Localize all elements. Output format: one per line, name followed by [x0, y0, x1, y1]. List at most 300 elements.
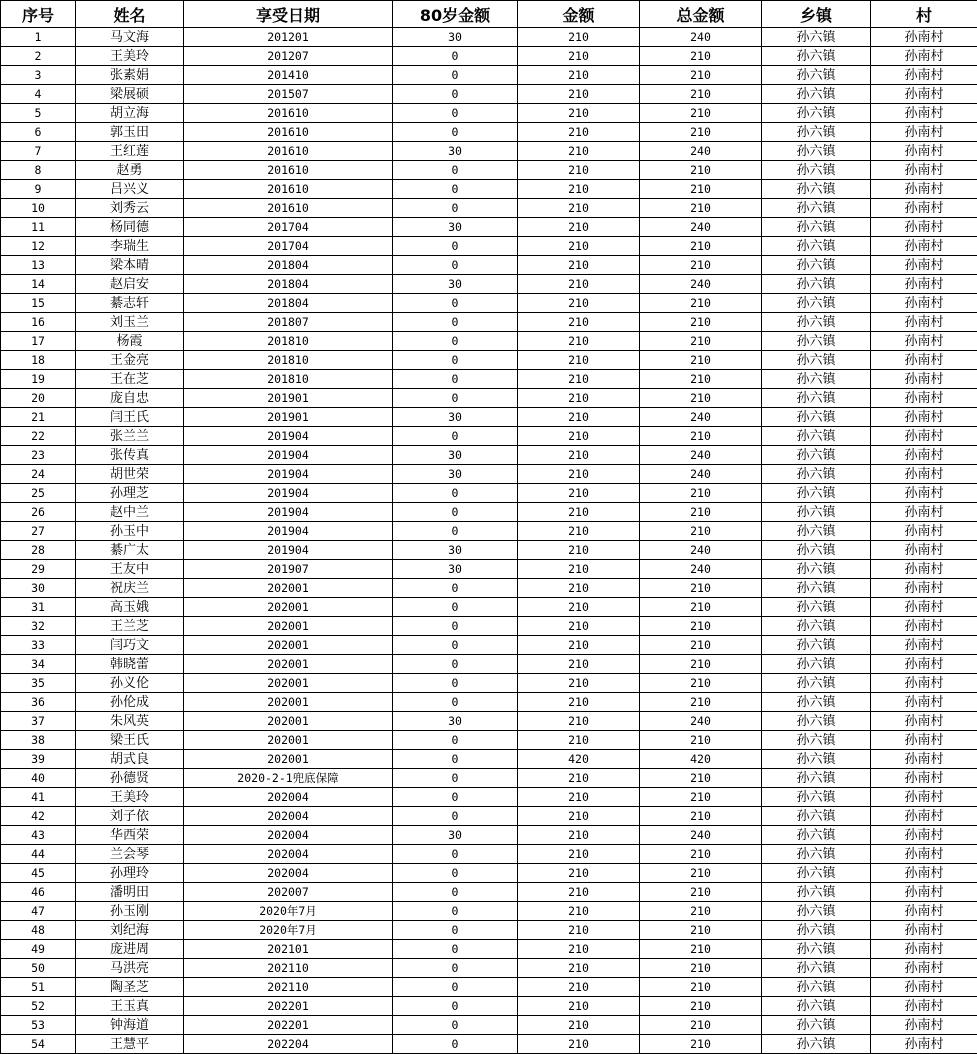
cell-80-amount: 0	[393, 655, 518, 674]
cell-village: 孙南村	[871, 256, 977, 275]
cell-80-amount: 0	[393, 123, 518, 142]
cell-town: 孙六镇	[762, 123, 871, 142]
table-row	[1, 199, 977, 218]
cell-town: 孙六镇	[762, 636, 871, 655]
cell-index: 27	[1, 522, 76, 541]
cell-village: 孙南村	[871, 1016, 977, 1035]
cell-village: 孙南村	[871, 389, 977, 408]
table-row	[1, 921, 977, 940]
cell-start-date: 201804	[184, 294, 393, 313]
cell-index: 16	[1, 313, 76, 332]
cell-name: 朱风英	[76, 712, 184, 731]
table-row	[1, 978, 977, 997]
cell-village: 孙南村	[871, 465, 977, 484]
cell-index: 47	[1, 902, 76, 921]
cell-town: 孙六镇	[762, 237, 871, 256]
cell-80-amount: 0	[393, 1016, 518, 1035]
cell-amount: 210	[518, 826, 640, 845]
cell-total-amount: 240	[640, 465, 762, 484]
cell-index: 4	[1, 85, 76, 104]
cell-amount: 210	[518, 1035, 640, 1054]
cell-80-amount: 0	[393, 1035, 518, 1054]
cell-amount: 210	[518, 959, 640, 978]
cell-total-amount: 240	[640, 446, 762, 465]
cell-total-amount: 210	[640, 883, 762, 902]
cell-name: 韩晓蕾	[76, 655, 184, 674]
table-row	[1, 218, 977, 237]
cell-village: 孙南村	[871, 180, 977, 199]
cell-village: 孙南村	[871, 275, 977, 294]
cell-town: 孙六镇	[762, 693, 871, 712]
cell-total-amount: 210	[640, 47, 762, 66]
cell-town: 孙六镇	[762, 959, 871, 978]
cell-village: 孙南村	[871, 446, 977, 465]
cell-total-amount: 240	[640, 142, 762, 161]
cell-town: 孙六镇	[762, 883, 871, 902]
table-row	[1, 1035, 977, 1054]
table-row	[1, 66, 977, 85]
table-row	[1, 636, 977, 655]
cell-town: 孙六镇	[762, 750, 871, 769]
cell-name: 孙理玲	[76, 864, 184, 883]
table-body	[1, 28, 977, 1054]
cell-80-amount: 0	[393, 522, 518, 541]
cell-town: 孙六镇	[762, 389, 871, 408]
cell-village: 孙南村	[871, 351, 977, 370]
cell-amount: 210	[518, 313, 640, 332]
cell-index: 43	[1, 826, 76, 845]
cell-name: 庞自忠	[76, 389, 184, 408]
cell-village: 孙南村	[871, 503, 977, 522]
cell-80-amount: 0	[393, 294, 518, 313]
cell-80-amount: 0	[393, 389, 518, 408]
cell-name: 张素娟	[76, 66, 184, 85]
cell-total-amount: 210	[640, 1035, 762, 1054]
cell-start-date: 202004	[184, 864, 393, 883]
cell-start-date: 202001	[184, 731, 393, 750]
cell-village: 孙南村	[871, 997, 977, 1016]
cell-name: 张传真	[76, 446, 184, 465]
cell-town: 孙六镇	[762, 1035, 871, 1054]
cell-town: 孙六镇	[762, 427, 871, 446]
cell-village: 孙南村	[871, 674, 977, 693]
cell-index: 22	[1, 427, 76, 446]
cell-start-date: 202001	[184, 617, 393, 636]
cell-start-date: 201807	[184, 313, 393, 332]
cell-name: 綦广太	[76, 541, 184, 560]
cell-name: 杨同德	[76, 218, 184, 237]
table-row	[1, 85, 977, 104]
cell-village: 孙南村	[871, 921, 977, 940]
cell-town: 孙六镇	[762, 104, 871, 123]
table-row	[1, 256, 977, 275]
cell-index: 42	[1, 807, 76, 826]
cell-index: 39	[1, 750, 76, 769]
cell-index: 7	[1, 142, 76, 161]
cell-80-amount: 0	[393, 351, 518, 370]
cell-total-amount: 210	[640, 655, 762, 674]
cell-total-amount: 210	[640, 978, 762, 997]
cell-total-amount: 210	[640, 921, 762, 940]
cell-village: 孙南村	[871, 845, 977, 864]
cell-village: 孙南村	[871, 199, 977, 218]
cell-80-amount: 0	[393, 598, 518, 617]
cell-amount: 210	[518, 408, 640, 427]
cell-town: 孙六镇	[762, 902, 871, 921]
cell-index: 51	[1, 978, 76, 997]
cell-index: 26	[1, 503, 76, 522]
cell-name: 胡世荣	[76, 465, 184, 484]
cell-80-amount: 0	[393, 788, 518, 807]
cell-town: 孙六镇	[762, 199, 871, 218]
cell-amount: 210	[518, 541, 640, 560]
cell-amount: 210	[518, 123, 640, 142]
cell-start-date: 201610	[184, 104, 393, 123]
cell-index: 19	[1, 370, 76, 389]
cell-start-date: 202201	[184, 1016, 393, 1035]
cell-start-date: 202110	[184, 959, 393, 978]
cell-village: 孙南村	[871, 731, 977, 750]
cell-amount: 210	[518, 370, 640, 389]
cell-village: 孙南村	[871, 85, 977, 104]
table-row	[1, 750, 977, 769]
cell-village: 孙南村	[871, 123, 977, 142]
cell-town: 孙六镇	[762, 180, 871, 199]
cell-amount: 210	[518, 902, 640, 921]
cell-80-amount: 30	[393, 560, 518, 579]
table-row	[1, 275, 977, 294]
cell-amount: 210	[518, 446, 640, 465]
cell-total-amount: 210	[640, 370, 762, 389]
table-row	[1, 47, 977, 66]
table-row	[1, 864, 977, 883]
cell-index: 9	[1, 180, 76, 199]
cell-town: 孙六镇	[762, 731, 871, 750]
table-row	[1, 788, 977, 807]
cell-name: 杨霞	[76, 332, 184, 351]
cell-amount: 210	[518, 66, 640, 85]
cell-town: 孙六镇	[762, 674, 871, 693]
cell-amount: 210	[518, 712, 640, 731]
cell-index: 24	[1, 465, 76, 484]
cell-total-amount: 210	[640, 123, 762, 142]
table-row	[1, 313, 977, 332]
table-row	[1, 28, 977, 47]
cell-index: 8	[1, 161, 76, 180]
cell-village: 孙南村	[871, 826, 977, 845]
table-row	[1, 655, 977, 674]
cell-town: 孙六镇	[762, 408, 871, 427]
cell-village: 孙南村	[871, 237, 977, 256]
cell-index: 13	[1, 256, 76, 275]
table-row	[1, 959, 977, 978]
cell-total-amount: 210	[640, 636, 762, 655]
cell-village: 孙南村	[871, 655, 977, 674]
table-row	[1, 427, 977, 446]
cell-index: 41	[1, 788, 76, 807]
cell-name: 吕兴义	[76, 180, 184, 199]
cell-amount: 210	[518, 465, 640, 484]
cell-amount: 210	[518, 636, 640, 655]
cell-amount: 210	[518, 294, 640, 313]
table-row	[1, 1016, 977, 1035]
table-row	[1, 465, 977, 484]
header-amount: 金额	[518, 1, 640, 28]
cell-amount: 210	[518, 921, 640, 940]
cell-town: 孙六镇	[762, 142, 871, 161]
cell-index: 25	[1, 484, 76, 503]
cell-village: 孙南村	[871, 66, 977, 85]
cell-start-date: 202007	[184, 883, 393, 902]
cell-total-amount: 210	[640, 484, 762, 503]
cell-name: 华西荣	[76, 826, 184, 845]
cell-start-date: 201904	[184, 465, 393, 484]
cell-start-date: 201904	[184, 503, 393, 522]
cell-amount: 210	[518, 693, 640, 712]
cell-total-amount: 240	[640, 826, 762, 845]
cell-start-date: 201201	[184, 28, 393, 47]
cell-start-date: 201610	[184, 161, 393, 180]
cell-total-amount: 210	[640, 693, 762, 712]
cell-village: 孙南村	[871, 864, 977, 883]
cell-80-amount: 0	[393, 256, 518, 275]
cell-80-amount: 0	[393, 731, 518, 750]
cell-town: 孙六镇	[762, 940, 871, 959]
cell-index: 29	[1, 560, 76, 579]
cell-80-amount: 0	[393, 180, 518, 199]
cell-start-date: 201904	[184, 427, 393, 446]
cell-80-amount: 30	[393, 446, 518, 465]
cell-start-date: 201507	[184, 85, 393, 104]
cell-amount: 210	[518, 579, 640, 598]
cell-amount: 210	[518, 560, 640, 579]
cell-start-date: 201904	[184, 522, 393, 541]
cell-village: 孙南村	[871, 484, 977, 503]
cell-total-amount: 240	[640, 408, 762, 427]
cell-town: 孙六镇	[762, 446, 871, 465]
cell-amount: 210	[518, 28, 640, 47]
cell-village: 孙南村	[871, 883, 977, 902]
cell-town: 孙六镇	[762, 332, 871, 351]
cell-start-date: 201904	[184, 541, 393, 560]
cell-total-amount: 210	[640, 674, 762, 693]
cell-village: 孙南村	[871, 636, 977, 655]
cell-80-amount: 0	[393, 484, 518, 503]
cell-80-amount: 0	[393, 370, 518, 389]
cell-start-date: 202001	[184, 693, 393, 712]
cell-start-date: 202001	[184, 598, 393, 617]
table-row	[1, 560, 977, 579]
cell-index: 20	[1, 389, 76, 408]
cell-80-amount: 0	[393, 807, 518, 826]
cell-town: 孙六镇	[762, 788, 871, 807]
cell-name: 马洪亮	[76, 959, 184, 978]
cell-80-amount: 0	[393, 617, 518, 636]
table-row	[1, 845, 977, 864]
cell-amount: 210	[518, 978, 640, 997]
cell-amount: 210	[518, 351, 640, 370]
cell-total-amount: 210	[640, 104, 762, 123]
cell-amount: 210	[518, 180, 640, 199]
cell-amount: 210	[518, 617, 640, 636]
cell-town: 孙六镇	[762, 161, 871, 180]
cell-total-amount: 210	[640, 940, 762, 959]
cell-amount: 210	[518, 769, 640, 788]
cell-amount: 210	[518, 484, 640, 503]
cell-total-amount: 420	[640, 750, 762, 769]
cell-total-amount: 210	[640, 180, 762, 199]
cell-name: 孙义伦	[76, 674, 184, 693]
cell-start-date: 2020年7月	[184, 921, 393, 940]
cell-index: 11	[1, 218, 76, 237]
cell-index: 38	[1, 731, 76, 750]
cell-start-date: 202001	[184, 636, 393, 655]
cell-amount: 210	[518, 85, 640, 104]
cell-index: 5	[1, 104, 76, 123]
table-row	[1, 389, 977, 408]
cell-start-date: 201901	[184, 408, 393, 427]
cell-name: 孙德贤	[76, 769, 184, 788]
cell-80-amount: 0	[393, 769, 518, 788]
cell-town: 孙六镇	[762, 655, 871, 674]
cell-total-amount: 240	[640, 560, 762, 579]
cell-80-amount: 0	[393, 427, 518, 446]
cell-total-amount: 210	[640, 66, 762, 85]
cell-name: 刘子依	[76, 807, 184, 826]
cell-80-amount: 0	[393, 161, 518, 180]
cell-80-amount: 0	[393, 503, 518, 522]
cell-amount: 210	[518, 503, 640, 522]
table-row	[1, 712, 977, 731]
cell-total-amount: 240	[640, 275, 762, 294]
cell-name: 胡立海	[76, 104, 184, 123]
cell-village: 孙南村	[871, 408, 977, 427]
cell-index: 14	[1, 275, 76, 294]
cell-total-amount: 210	[640, 503, 762, 522]
cell-amount: 210	[518, 142, 640, 161]
cell-town: 孙六镇	[762, 218, 871, 237]
cell-total-amount: 210	[640, 85, 762, 104]
cell-name: 郭玉田	[76, 123, 184, 142]
cell-total-amount: 210	[640, 598, 762, 617]
table-row	[1, 408, 977, 427]
cell-amount: 420	[518, 750, 640, 769]
cell-village: 孙南村	[871, 522, 977, 541]
cell-index: 33	[1, 636, 76, 655]
cell-index: 45	[1, 864, 76, 883]
cell-index: 53	[1, 1016, 76, 1035]
header-start-date: 享受日期	[184, 1, 393, 28]
cell-name: 马文海	[76, 28, 184, 47]
cell-total-amount: 210	[640, 788, 762, 807]
cell-name: 孙理芝	[76, 484, 184, 503]
table-row	[1, 180, 977, 199]
cell-town: 孙六镇	[762, 275, 871, 294]
cell-town: 孙六镇	[762, 617, 871, 636]
cell-town: 孙六镇	[762, 85, 871, 104]
cell-80-amount: 0	[393, 199, 518, 218]
cell-80-amount: 30	[393, 28, 518, 47]
cell-80-amount: 0	[393, 750, 518, 769]
cell-amount: 210	[518, 104, 640, 123]
header-80-amount: 80岁金额	[393, 1, 518, 28]
cell-town: 孙六镇	[762, 712, 871, 731]
header-total-amount: 总金额	[640, 1, 762, 28]
cell-name: 王美玲	[76, 47, 184, 66]
cell-town: 孙六镇	[762, 465, 871, 484]
cell-village: 孙南村	[871, 693, 977, 712]
cell-total-amount: 210	[640, 294, 762, 313]
cell-amount: 210	[518, 332, 640, 351]
cell-index: 46	[1, 883, 76, 902]
cell-amount: 210	[518, 883, 640, 902]
cell-80-amount: 0	[393, 978, 518, 997]
cell-name: 潘明田	[76, 883, 184, 902]
cell-name: 闫巧文	[76, 636, 184, 655]
cell-amount: 210	[518, 1016, 640, 1035]
cell-80-amount: 0	[393, 883, 518, 902]
table-row	[1, 484, 977, 503]
cell-total-amount: 210	[640, 522, 762, 541]
cell-name: 刘秀云	[76, 199, 184, 218]
cell-town: 孙六镇	[762, 826, 871, 845]
cell-total-amount: 210	[640, 997, 762, 1016]
cell-village: 孙南村	[871, 617, 977, 636]
cell-village: 孙南村	[871, 712, 977, 731]
table-row	[1, 237, 977, 256]
cell-total-amount: 210	[640, 769, 762, 788]
cell-village: 孙南村	[871, 560, 977, 579]
cell-total-amount: 210	[640, 807, 762, 826]
cell-village: 孙南村	[871, 1035, 977, 1054]
cell-village: 孙南村	[871, 332, 977, 351]
table-row	[1, 351, 977, 370]
cell-amount: 210	[518, 237, 640, 256]
cell-name: 兰会琴	[76, 845, 184, 864]
cell-80-amount: 30	[393, 275, 518, 294]
cell-80-amount: 0	[393, 332, 518, 351]
cell-index: 49	[1, 940, 76, 959]
cell-village: 孙南村	[871, 47, 977, 66]
cell-total-amount: 210	[640, 313, 762, 332]
cell-index: 40	[1, 769, 76, 788]
cell-start-date: 2020-2-1兜底保障	[184, 769, 393, 788]
cell-start-date: 202101	[184, 940, 393, 959]
cell-index: 21	[1, 408, 76, 427]
cell-start-date: 201610	[184, 142, 393, 161]
cell-name: 赵启安	[76, 275, 184, 294]
cell-index: 1	[1, 28, 76, 47]
cell-village: 孙南村	[871, 978, 977, 997]
cell-total-amount: 210	[640, 617, 762, 636]
cell-name: 綦志轩	[76, 294, 184, 313]
cell-town: 孙六镇	[762, 978, 871, 997]
cell-80-amount: 0	[393, 845, 518, 864]
cell-80-amount: 0	[393, 674, 518, 693]
cell-start-date: 201610	[184, 199, 393, 218]
cell-village: 孙南村	[871, 104, 977, 123]
cell-index: 32	[1, 617, 76, 636]
cell-town: 孙六镇	[762, 1016, 871, 1035]
cell-total-amount: 210	[640, 731, 762, 750]
cell-name: 王友中	[76, 560, 184, 579]
table-row	[1, 902, 977, 921]
cell-start-date: 202004	[184, 807, 393, 826]
cell-index: 37	[1, 712, 76, 731]
table-row	[1, 997, 977, 1016]
cell-town: 孙六镇	[762, 845, 871, 864]
cell-town: 孙六镇	[762, 503, 871, 522]
